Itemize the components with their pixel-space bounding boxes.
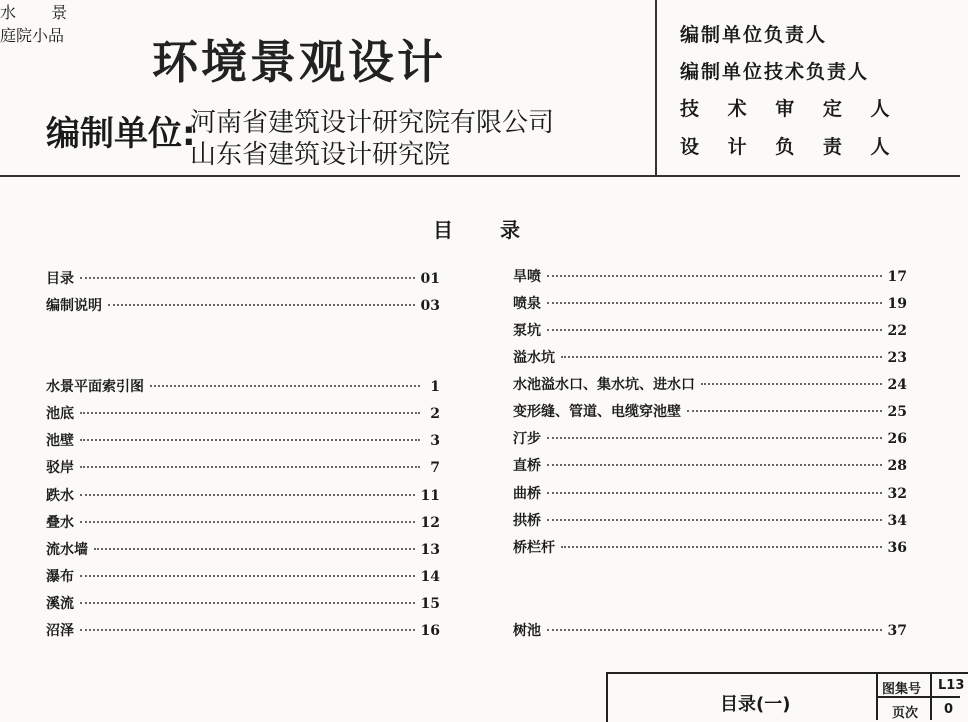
toc-entry-label: 汀步 (513, 431, 541, 447)
leader-dots (547, 464, 882, 466)
toc-entry[interactable] (46, 457, 440, 477)
toc-entry-label: 叠水 (46, 515, 74, 531)
leader-dots (561, 356, 882, 358)
toc-entry-page: 37 (887, 623, 907, 639)
toc-entry-label: 编制说明 (46, 298, 102, 314)
header-divider-horizontal (0, 175, 960, 177)
toc-entry-label: 目录 (46, 271, 74, 287)
leader-dots (80, 602, 415, 604)
leader-dots (687, 410, 882, 412)
toc-entry-label: 流水墙 (46, 542, 88, 558)
title-block-title: 目录(一) (720, 694, 791, 715)
leader-dots (80, 466, 420, 468)
toc-entry-label: 拱桥 (513, 513, 541, 529)
section-heading-water: 水 景 (0, 3, 68, 22)
responsibility-2: 编制单位技术负责人 (680, 61, 870, 83)
responsibility-1: 编制单位负责人 (680, 24, 828, 46)
toc-entry[interactable] (46, 403, 440, 423)
leader-dots (561, 546, 882, 548)
org-name-2: 山东省建筑设计研究院 (190, 140, 451, 170)
toc-entry-page: 15 (420, 596, 440, 612)
toc-entry-page: 23 (887, 350, 907, 366)
toc-entry[interactable] (513, 483, 907, 503)
toc-entry[interactable] (46, 512, 440, 532)
toc-entry[interactable] (513, 537, 907, 557)
leader-dots (80, 629, 415, 631)
toc-entry-page: 03 (420, 298, 440, 314)
leader-dots (547, 302, 882, 304)
toc-entry[interactable] (46, 268, 440, 288)
toc-entry-label: 溪流 (46, 596, 74, 612)
toc-entry-label: 池底 (46, 406, 74, 422)
toc-entry-page: 32 (887, 486, 907, 502)
toc-entry-page: 16 (420, 623, 440, 639)
leader-dots (547, 519, 882, 521)
toc-entry-label: 喷泉 (513, 296, 541, 312)
toc-entry-label: 直桥 (513, 458, 541, 474)
leader-dots (547, 492, 882, 494)
toc-entry[interactable] (513, 510, 907, 530)
responsibility-3: 技 术 审 定 人 (680, 98, 901, 120)
toc-entry-label: 水池溢水口、集水坑、进水口 (513, 377, 695, 393)
toc-entry[interactable] (513, 374, 907, 394)
toc-entry-page: 36 (887, 540, 907, 556)
leader-dots (108, 304, 415, 306)
toc-entry[interactable] (46, 566, 440, 586)
toc-entry[interactable] (513, 401, 907, 421)
leader-dots (94, 548, 415, 550)
toc-entry[interactable] (46, 539, 440, 559)
toc-entry-label: 曲桥 (513, 486, 541, 502)
toc-entry-label: 桥栏杆 (513, 540, 555, 556)
toc-entry-page: 13 (420, 542, 440, 558)
toc-entry-label: 树池 (513, 623, 541, 639)
document-title: 环境景观设计 (152, 35, 446, 89)
toc-entry-page: 19 (887, 296, 907, 312)
leader-dots (80, 494, 415, 496)
org-label: 编制单位: (46, 114, 196, 154)
leader-dots (701, 383, 882, 385)
toc-entry-page: 24 (887, 377, 907, 393)
leader-dots (150, 385, 420, 387)
toc-entry-page: 1 (430, 379, 440, 395)
toc-entry-page: 28 (887, 458, 907, 474)
org-name-1: 河南省建筑设计研究院有限公司 (190, 108, 555, 138)
toc-entry-label: 水景平面索引图 (46, 379, 144, 395)
toc-entry[interactable] (513, 266, 907, 286)
toc-entry-label: 变形缝、管道、电缆穿池壁 (513, 404, 681, 420)
toc-entry[interactable] (46, 430, 440, 450)
toc-entry[interactable] (513, 320, 907, 340)
leader-dots (547, 329, 882, 331)
leader-dots (80, 439, 420, 441)
toc-entry-page: 01 (420, 271, 440, 287)
toc-entry[interactable] (46, 620, 440, 640)
section-heading-garden: 庭院小品 (0, 26, 65, 45)
toc-entry[interactable] (513, 620, 907, 640)
responsibility-4: 设 计 负 责 人 (680, 136, 901, 158)
toc-entry[interactable] (513, 428, 907, 448)
toc-entry-page: 3 (430, 433, 440, 449)
toc-entry[interactable] (513, 293, 907, 313)
toc-entry-label: 驳岸 (46, 460, 74, 476)
toc-entry[interactable] (46, 376, 440, 396)
toc-entry[interactable] (513, 347, 907, 367)
toc-heading: 目 录 (433, 218, 520, 242)
toc-entry-page: 14 (420, 569, 440, 585)
atlas-number: L13 (938, 678, 965, 693)
toc-entry[interactable] (46, 295, 440, 315)
toc-entry-page: 26 (887, 431, 907, 447)
toc-entry-label: 旱喷 (513, 269, 541, 285)
leader-dots (80, 575, 415, 577)
atlas-number-label: 图集号 (882, 682, 922, 697)
leader-dots (80, 277, 415, 279)
toc-entry-label: 泵坑 (513, 323, 541, 339)
header-divider-vertical (655, 0, 657, 176)
toc-entry-page: 22 (887, 323, 907, 339)
toc-entry-label: 瀑布 (46, 569, 74, 585)
leader-dots (80, 521, 415, 523)
toc-entry-label: 池壁 (46, 433, 74, 449)
toc-entry[interactable] (46, 593, 440, 613)
toc-entry[interactable] (513, 455, 907, 475)
toc-entry-label: 溢水坑 (513, 350, 555, 366)
toc-entry-page: 17 (887, 269, 907, 285)
leader-dots (547, 275, 882, 277)
toc-entry-page: 12 (420, 515, 440, 531)
page-number-label: 页次 (892, 706, 919, 721)
leader-dots (547, 629, 882, 631)
toc-entry-page: 7 (430, 460, 440, 476)
toc-entry-page: 2 (430, 406, 440, 422)
toc-entry-page: 11 (420, 488, 440, 504)
leader-dots (80, 412, 420, 414)
toc-entry-label: 沼泽 (46, 623, 74, 639)
toc-entry[interactable] (46, 485, 440, 505)
toc-entry-page: 25 (887, 404, 907, 420)
toc-entry-page: 34 (887, 513, 907, 529)
leader-dots (547, 437, 882, 439)
toc-entry-label: 跌水 (46, 488, 74, 504)
page-number: 0 (944, 702, 954, 717)
